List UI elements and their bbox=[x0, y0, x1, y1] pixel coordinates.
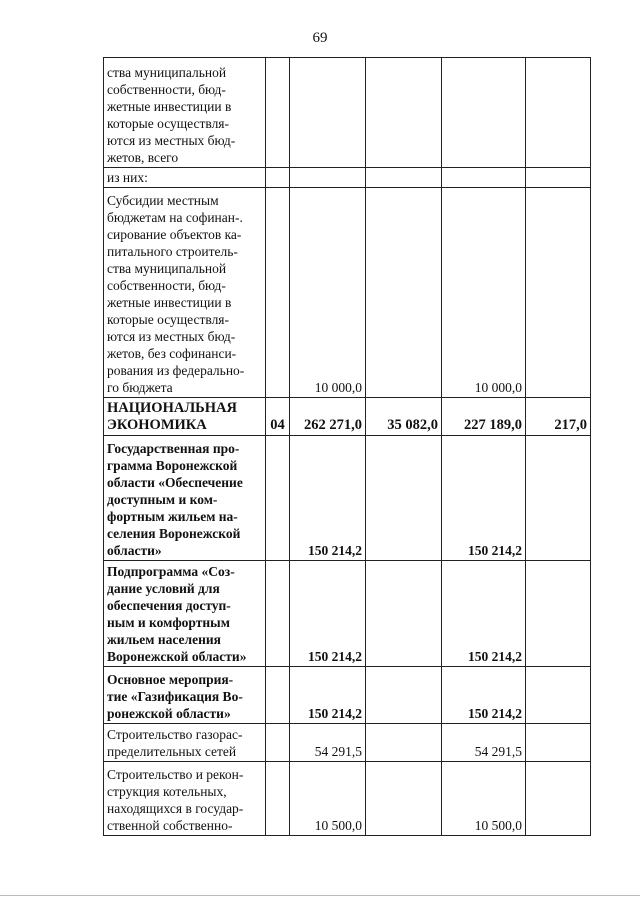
other-amount-cell bbox=[526, 667, 591, 724]
other-amount-cell bbox=[526, 436, 591, 561]
row-name-cell: Подпрограмма «Соз- дание условий для обеспечения доступ- ным и комфортным жильем населения Воронежской области» bbox=[104, 561, 266, 667]
section-code-cell bbox=[266, 724, 290, 762]
budget-table-body bbox=[104, 58, 591, 836]
table-row bbox=[104, 398, 591, 436]
regional-amount-cell: 150 214,2 bbox=[442, 436, 526, 561]
row-name-cell: Строительство и рекон- струкция котельных, находящихся в государ- ственной собственно- bbox=[104, 762, 266, 836]
page-bottom-divider bbox=[0, 895, 640, 896]
table-row bbox=[104, 724, 591, 762]
section-code-cell bbox=[266, 561, 290, 667]
regional-amount-cell: 10 500,0 bbox=[442, 762, 526, 836]
row-name-cell: Основное мероприя- тие «Газификация Во- ронежской области» bbox=[104, 667, 266, 724]
section-code-cell: 04 bbox=[266, 398, 290, 436]
total-amount-cell: 262 271,0 bbox=[290, 398, 366, 436]
total-amount-cell: 150 214,2 bbox=[290, 561, 366, 667]
total-amount-cell: 10 500,0 bbox=[290, 762, 366, 836]
regional-amount-cell: 227 189,0 bbox=[442, 398, 526, 436]
federal-amount-cell bbox=[366, 667, 442, 724]
row-name-cell: из них: bbox=[104, 168, 266, 188]
row-name-cell: ства муниципальной собственности, бюд- жетные инвестиции в которые осуществля- ются из местных бюд- жетов, всего bbox=[104, 58, 266, 168]
other-amount-cell: 217,0 bbox=[526, 398, 591, 436]
table-row bbox=[104, 667, 591, 724]
row-name-cell: Государственная про- грамма Воронежской области «Обеспечение доступным и ком- фортным жильем на- селения Воронежской области» bbox=[104, 436, 266, 561]
regional-amount-cell: 150 214,2 bbox=[442, 667, 526, 724]
total-amount-cell: 10 000,0 bbox=[290, 188, 366, 398]
other-amount-cell bbox=[526, 58, 591, 168]
regional-amount-cell: 10 000,0 bbox=[442, 188, 526, 398]
regional-amount-cell: 54 291,5 bbox=[442, 724, 526, 762]
other-amount-cell bbox=[526, 188, 591, 398]
section-code-cell bbox=[266, 58, 290, 168]
total-amount-cell: 150 214,2 bbox=[290, 436, 366, 561]
other-amount-cell bbox=[526, 168, 591, 188]
total-amount-cell bbox=[290, 58, 366, 168]
other-amount-cell bbox=[526, 724, 591, 762]
total-amount-cell: 150 214,2 bbox=[290, 667, 366, 724]
regional-amount-cell bbox=[442, 58, 526, 168]
row-name-cell: Субсидии местным бюджетам на софинан-. сирование объектов ка- питального строитель- ства муниципальной собственности, бюд- жетные инвестиции в которые осуществля- ются из местных бюд- жетов, без софинанси- рования из федерально- го бюджета bbox=[104, 188, 266, 398]
table-row bbox=[104, 762, 591, 836]
regional-amount-cell bbox=[442, 168, 526, 188]
other-amount-cell bbox=[526, 561, 591, 667]
budget-table bbox=[103, 57, 591, 836]
row-name-cell: Строительство газорас- пределительных сетей bbox=[104, 724, 266, 762]
federal-amount-cell bbox=[366, 724, 442, 762]
section-code-cell bbox=[266, 168, 290, 188]
federal-amount-cell: 35 082,0 bbox=[366, 398, 442, 436]
row-name-cell: НАЦИОНАЛЬНАЯ ЭКОНОМИКА bbox=[104, 398, 266, 436]
table-row bbox=[104, 168, 591, 188]
other-amount-cell bbox=[526, 762, 591, 836]
federal-amount-cell bbox=[366, 168, 442, 188]
table-row bbox=[104, 436, 591, 561]
federal-amount-cell bbox=[366, 436, 442, 561]
federal-amount-cell bbox=[366, 58, 442, 168]
total-amount-cell bbox=[290, 168, 366, 188]
regional-amount-cell: 150 214,2 bbox=[442, 561, 526, 667]
section-code-cell bbox=[266, 762, 290, 836]
section-code-cell bbox=[266, 188, 290, 398]
total-amount-cell: 54 291,5 bbox=[290, 724, 366, 762]
page-number: 69 bbox=[312, 30, 328, 46]
table-row bbox=[104, 188, 591, 398]
federal-amount-cell bbox=[366, 188, 442, 398]
section-code-cell bbox=[266, 667, 290, 724]
table-row bbox=[104, 58, 591, 168]
table-row bbox=[104, 561, 591, 667]
section-code-cell bbox=[266, 436, 290, 561]
federal-amount-cell bbox=[366, 762, 442, 836]
federal-amount-cell bbox=[366, 561, 442, 667]
